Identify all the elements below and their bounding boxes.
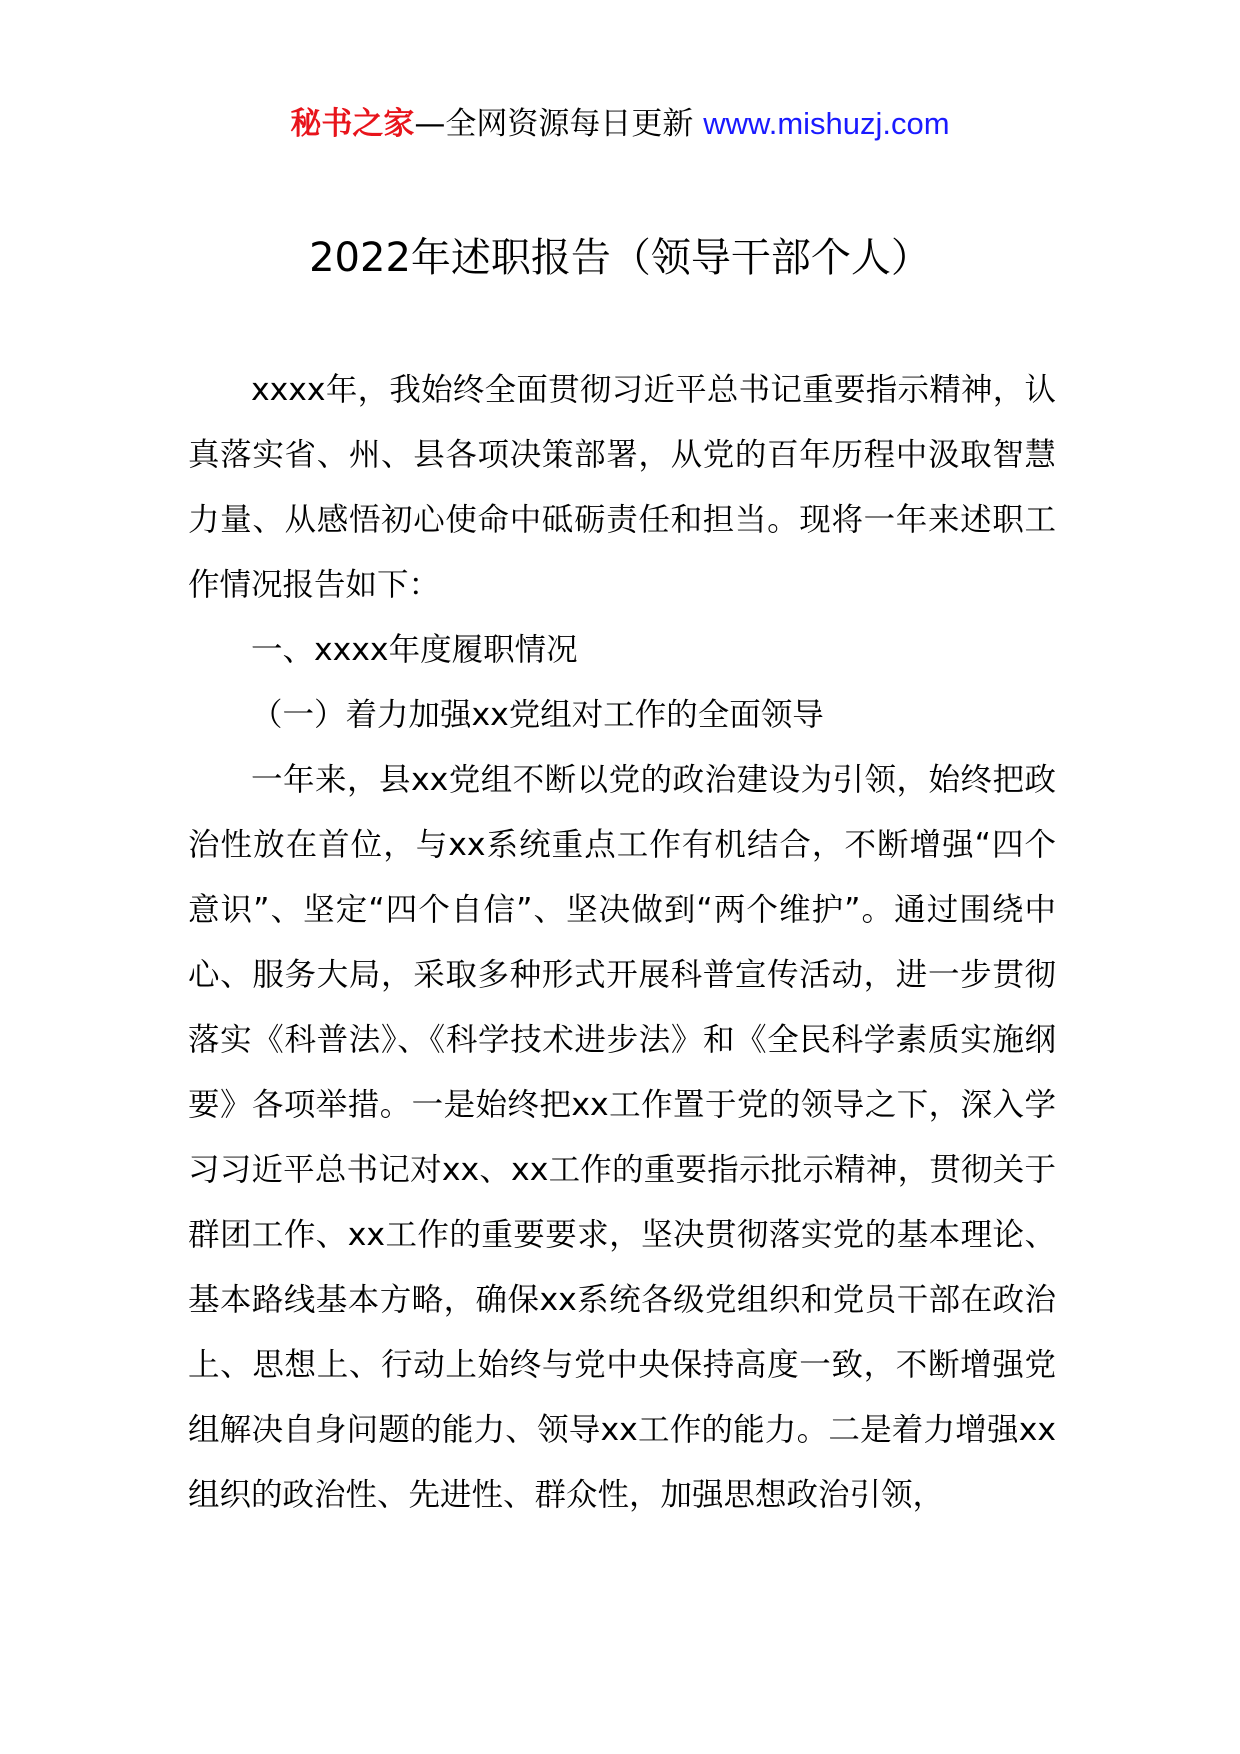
body-paragraph: 一年来，县xx党组不断以党的政治建设为引领，始终把政治性放在首位，与xx系统重点工作有机结合，不断增强“四个意识”、坚定“四个自信”、坚决做到“两个维护”。通过围绕中心、服务大局，采取多种形式开展科普宣传活动，进一步贯彻落实《科普法》、《科学技术进步法》和《全民科学素质实施纲要》各项举措。一是始终把xx工作置于党的领导之下，深入学习习近平总书记对xx、xx工作的重要指示批示精神，贯彻关于群团工作、xx工作的重要要求，坚决贯彻落实党的基本理论、基本路线基本方略，确保xx系统各级党组织和党员干部在政治上、思想上、行动上始终与党中央保持高度一致，不断增强党组解决自身问题的能力、领导xx工作的能力。二是着力增强xx组织的政治性、先进性、群众性，加强思想政治引领， — [188, 762, 1056, 1513]
header-tagline: —全网资源每日更新 — [414, 106, 704, 142]
site-header — [0, 100, 1240, 148]
brand-name: 秘书之家 — [290, 106, 415, 142]
document-body — [188, 358, 1056, 1528]
document-title: 2022年述职报告（领导干部个人） — [309, 235, 931, 281]
subsection-heading: （一）着力加强xx党组对工作的全面领导 — [251, 697, 824, 733]
section-heading: 一、xxxx年度履职情况 — [251, 632, 578, 668]
website-link[interactable]: www.mishuzj.com — [703, 106, 950, 141]
intro-paragraph: xxxx年，我始终全面贯彻习近平总书记重要指示精神，认真落实省、州、县各项决策部署，从党的百年历程中汲取智慧力量、从感悟初心使命中砥砺责任和担当。现将一年来述职工作情况报告如下： — [188, 372, 1056, 603]
